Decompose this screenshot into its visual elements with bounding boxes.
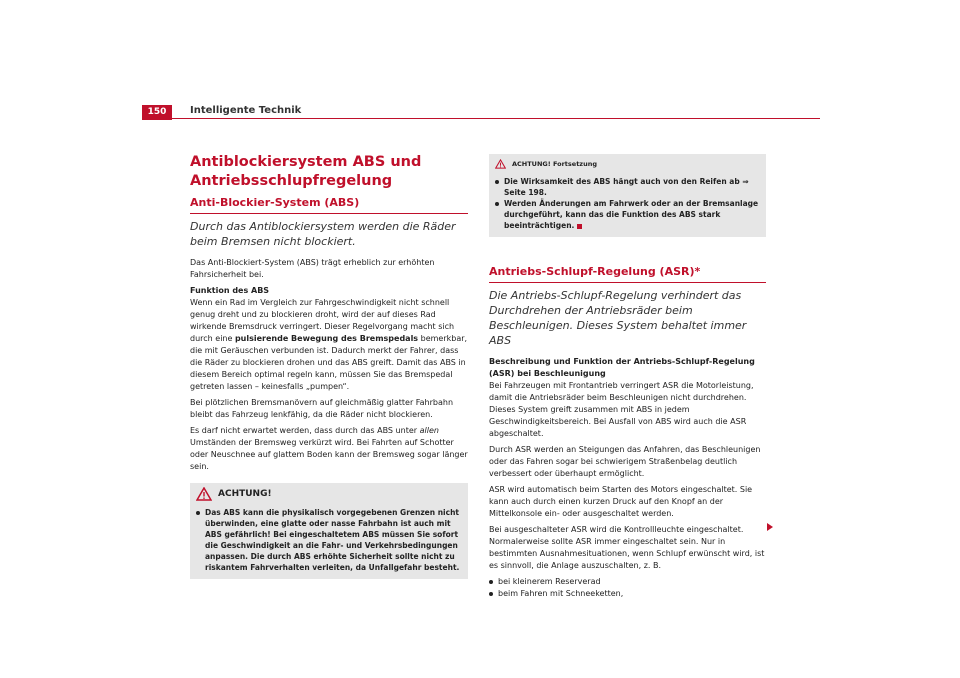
paragraph-asr-2: Durch ASR werden an Steigungen das Anfahren, das Beschleunigen oder das Fahren sogar bei schwierigem Straßenbelag deutlich verbessert oder überhaupt ermöglicht. [489,445,761,478]
warning-continued-box [489,154,766,237]
list-item: bei kleinerem Reserverad [489,576,766,588]
page-reference-link[interactable]: ⇒ Seite 198. [504,177,749,197]
list-item: beim Fahren mit Schneeketten, [489,588,766,600]
paragraph-asr-1: Bei Fahrzeugen mit Frontantrieb verringert ASR die Motorleistung, damit die Antriebsräder beim Beschleunigen nicht durchdrehen. Dieses System greift zusammen mit ABS in jedem Geschwindigkeitsbereich. Bei Ausfall von ABS wird auch die ASR abgeschaltet. [489,381,754,438]
warning-item-modifications: Werden Änderungen am Fahrwerk oder an der Bremsanlage durchgeführt, kann das die Funktion des ABS stark beeinträchtigen. [495,198,760,231]
subhead-asr: Beschreibung und Funktion der Antriebs-Schlupf-Regelung (ASR) bei Beschleunigung [489,357,755,378]
warning-triangle-icon [495,159,506,169]
paragraph-braking-distance: Es darf nicht erwartet werden, dass durch das ABS unter allen Umständen der Bremsweg verkürzt wird. Bei Fahrten auf Schotter oder Neuschnee auf glattem Boden kann der Bremsweg sogar länger sein. [190,426,468,471]
warning-item-tires: Die Wirksamkeit des ABS hängt auch von den Reifen ab ⇒ Seite 198. [495,176,760,198]
warning-title: ACHTUNG! [196,487,462,501]
continue-arrow-icon[interactable] [767,523,773,531]
warning-item: Das ABS kann die physikalisch vorgegebenen Grenzen nicht überwinden, eine glatte oder nasse Fahrbahn ist auch mit ABS gefährlich! Bei eingeschaltetem ABS müssen Sie sofort die Geschwindigkeit an die Fahr- und Verkehrsbedingungen anpassen. Die durch ABS erhöhte Sicherheit sollte nicht zu riskantem Fahrverhalten verleiten, da Unfallgefahr besteht. [196,507,462,573]
section-end-icon [577,224,582,229]
warning-triangle-icon [196,487,212,501]
intro-paragraph: Das Anti-Blockiert-System (ABS) trägt erheblich zur erhöhten Fahrsicherheit bei. [190,258,435,279]
left-column [190,153,468,579]
running-title: Intelligente Technik [190,105,302,116]
paragraph-abs-function: Wenn ein Rad im Vergleich zur Fahrgeschwindigkeit nicht schnell genug dreht und zu blockieren droht, wird der auf dieses Rad wirkende Bremsdruck verringert. Dieser Regelvorgang macht sich durch eine pulsierende Bewegung des Bremspedals bemerkbar, die mit Geräuschen verbunden ist. Dadurch merkt der Fahrer, dass die Räder zu blockieren drohen und das ABS greift. Damit das ABS in diesem Bereich optimal regeln kann, müssen Sie das Bremspedal getreten lassen – keinesfalls „pumpen“. [190,298,468,391]
page-number: 150 [142,105,172,120]
header-rule [142,118,820,119]
warning-box [190,483,468,579]
section-title-abs: Anti-Blockier-System (ABS) [190,196,468,214]
section-title-asr: Antriebs-Schlupf-Regelung (ASR)* [489,265,766,283]
subhead-abs-function: Funktion des ABS [190,286,270,295]
lead-asr: Die Antriebs-Schlupf-Regelung verhindert das Durchdrehen der Antriebsräder beim Beschleunigen. Dieses System behaltet immer ABS [489,289,747,347]
paragraph-asr-4: Bei ausgeschalteter ASR wird die Kontrollleuchte eingeschaltet. Normalerweise sollte ASR immer eingeschaltet sein. Nur in bestimmten Ausnahmesituationen, wenn Schlupf erwünscht wird, ist es sinnvoll, die Anlage auszuschalten, z. B. [489,525,765,570]
chapter-title: Antiblockiersystem ABS und Antriebsschlupfregelung [190,154,422,189]
paragraph-asr-3: ASR wird automatisch beim Starten des Motors eingeschaltet. Sie kann auch durch einen kurzen Druck auf den Knopf an der Mittelkonsole ein- oder ausgeschaltet werden. [489,485,753,518]
paragraph-steering: Bei plötzlichen Bremsmanövern auf gleichmäßig glatter Fahrbahn bleibt das Fahrzeug lenkfähig, da die Räder nicht blockieren. [190,398,454,419]
warning-continued-title: ACHTUNG! Fortsetzung [495,158,760,170]
lead-abs: Durch das Antiblockiersystem werden die Räder beim Bremsen nicht blockiert. [190,220,456,248]
right-column [489,154,766,600]
